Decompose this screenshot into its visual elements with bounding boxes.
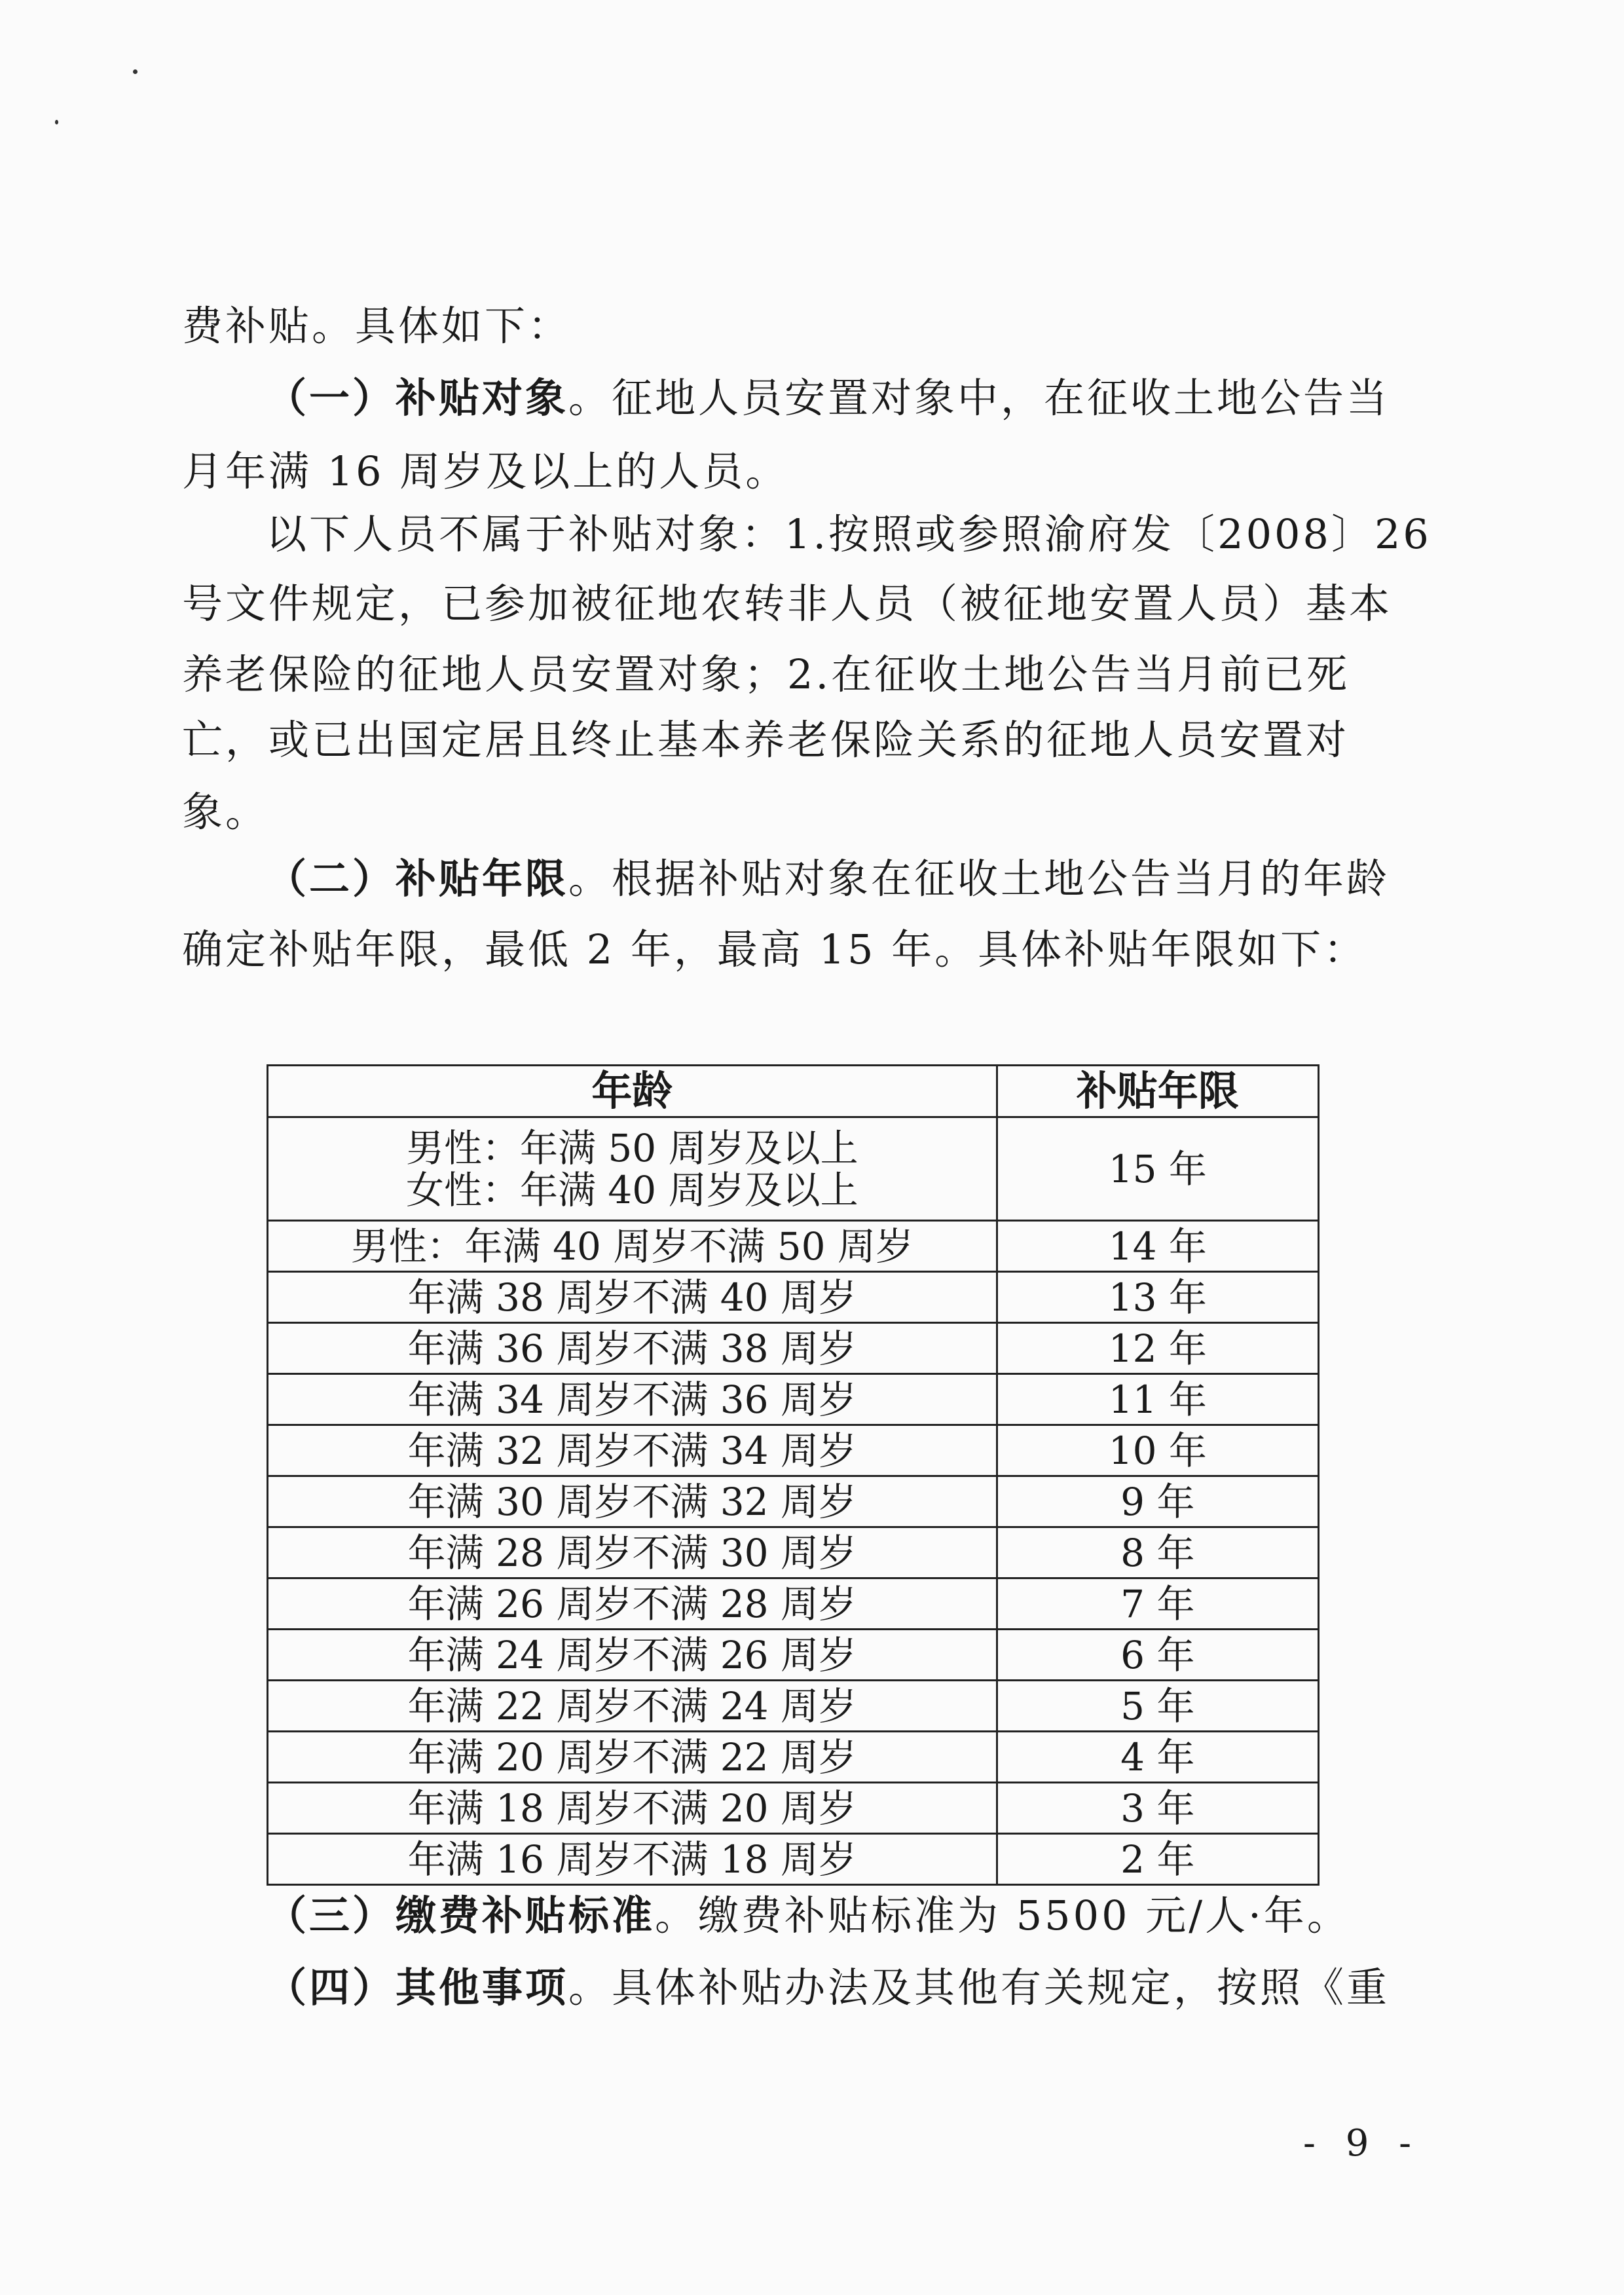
age-cell: 年满 30 周岁不满 32 周岁	[268, 1476, 997, 1527]
years-cell: 3 年	[997, 1783, 1318, 1834]
paragraph-line	[266, 1962, 1504, 2014]
age-cell: 年满 34 周岁不满 36 周岁	[268, 1374, 997, 1425]
header-years: 补贴年限	[997, 1066, 1318, 1117]
table-row	[268, 1630, 1319, 1681]
years-cell: 13 年	[997, 1272, 1318, 1323]
years-cell: 11 年	[997, 1374, 1318, 1425]
text: 象。	[182, 788, 269, 836]
table-row	[268, 1117, 1319, 1221]
age-cell: 年满 22 周岁不满 24 周岁	[268, 1681, 997, 1732]
age-cell: 年满 26 周岁不满 28 周岁	[268, 1578, 997, 1630]
text: 。缴费补贴标准为 5500 元/人·年。	[655, 1892, 1350, 1939]
text: 以下人员不属于补贴对象：1.按照或参照渝府发〔2008〕26	[266, 510, 1431, 558]
section-heading: （三）缴费补贴标准	[266, 1892, 655, 1939]
years-cell: 8 年	[997, 1527, 1318, 1578]
age-cell: 年满 38 周岁不满 40 周岁	[268, 1272, 997, 1323]
table-row	[268, 1323, 1319, 1374]
age-cell: 年满 24 周岁不满 26 周岁	[268, 1630, 997, 1681]
page-number: - 9 -	[1303, 2122, 1421, 2165]
table-row	[268, 1425, 1319, 1476]
table-row	[268, 1527, 1319, 1578]
age-cell: 年满 16 周岁不满 18 周岁	[268, 1834, 997, 1885]
paragraph-line	[182, 300, 1420, 352]
text: 费补贴。具体如下：	[182, 302, 572, 350]
text: 亡，或已出国定居且终止基本养老保险关系的征地人员安置对	[182, 716, 1350, 764]
section-heading: （一）补贴对象	[266, 374, 569, 422]
paragraph-line	[266, 372, 1504, 424]
paragraph-line	[266, 1890, 1504, 1942]
age-cell: 男性：年满 40 周岁不满 50 周岁	[268, 1221, 997, 1272]
years-cell: 2 年	[997, 1834, 1318, 1885]
years-cell: 12 年	[997, 1323, 1318, 1374]
age-cell	[268, 1117, 997, 1221]
years-cell: 4 年	[997, 1732, 1318, 1783]
table-row	[268, 1221, 1319, 1272]
text: 月年满 16 周岁及以上的人员。	[182, 447, 789, 495]
years-cell: 15 年	[997, 1117, 1318, 1221]
table-row	[268, 1272, 1319, 1323]
paragraph-line	[182, 578, 1420, 630]
text: 。征地人员安置对象中，在征收土地公告当	[568, 374, 1390, 422]
table-row	[268, 1732, 1319, 1783]
years-cell: 14 年	[997, 1221, 1318, 1272]
years-cell: 7 年	[997, 1578, 1318, 1630]
paragraph-line	[266, 508, 1504, 561]
age-cell: 年满 20 周岁不满 22 周岁	[268, 1732, 997, 1783]
paragraph-line	[182, 445, 1420, 498]
text: 养老保险的征地人员安置对象；2.在征收土地公告当月前已死	[182, 650, 1350, 698]
text: 确定补贴年限，最低 2 年，最高 15 年。具体补贴年限如下：	[182, 925, 1367, 973]
text: 。根据补贴对象在征收土地公告当月的年龄	[568, 855, 1390, 903]
age-cell: 年满 32 周岁不满 34 周岁	[268, 1425, 997, 1476]
table-row	[268, 1834, 1319, 1885]
age-cell: 年满 18 周岁不满 20 周岁	[268, 1783, 997, 1834]
header-age: 年龄	[268, 1066, 997, 1117]
age-cell: 年满 28 周岁不满 30 周岁	[268, 1527, 997, 1578]
years-cell: 10 年	[997, 1425, 1318, 1476]
age-line: 男性：年满 50 周岁及以上	[405, 1125, 858, 1170]
scan-speck	[55, 120, 58, 124]
years-cell: 6 年	[997, 1630, 1318, 1681]
table-row	[268, 1374, 1319, 1425]
table-header-row	[268, 1066, 1319, 1117]
scan-speck	[133, 69, 138, 74]
text: 号文件规定，已参加被征地农转非人员（被征地安置人员）基本	[182, 580, 1393, 627]
paragraph-line	[266, 853, 1504, 905]
paragraph-line	[182, 924, 1420, 976]
table-row	[268, 1783, 1319, 1834]
section-heading: （二）补贴年限	[266, 855, 569, 903]
subsidy-years-table	[267, 1064, 1320, 1886]
age-line: 女性：年满 40 周岁及以上	[405, 1167, 858, 1212]
text: 。具体补贴办法及其他有关规定，按照《重	[568, 1964, 1390, 2011]
table-row	[268, 1578, 1319, 1630]
paragraph-line	[182, 648, 1420, 701]
paragraph-line	[182, 714, 1420, 766]
age-cell: 年满 36 周岁不满 38 周岁	[268, 1323, 997, 1374]
paragraph-line	[182, 786, 1420, 838]
section-heading: （四）其他事项	[266, 1964, 569, 2011]
years-cell: 5 年	[997, 1681, 1318, 1732]
table-row	[268, 1681, 1319, 1732]
years-cell: 9 年	[997, 1476, 1318, 1527]
table-row	[268, 1476, 1319, 1527]
